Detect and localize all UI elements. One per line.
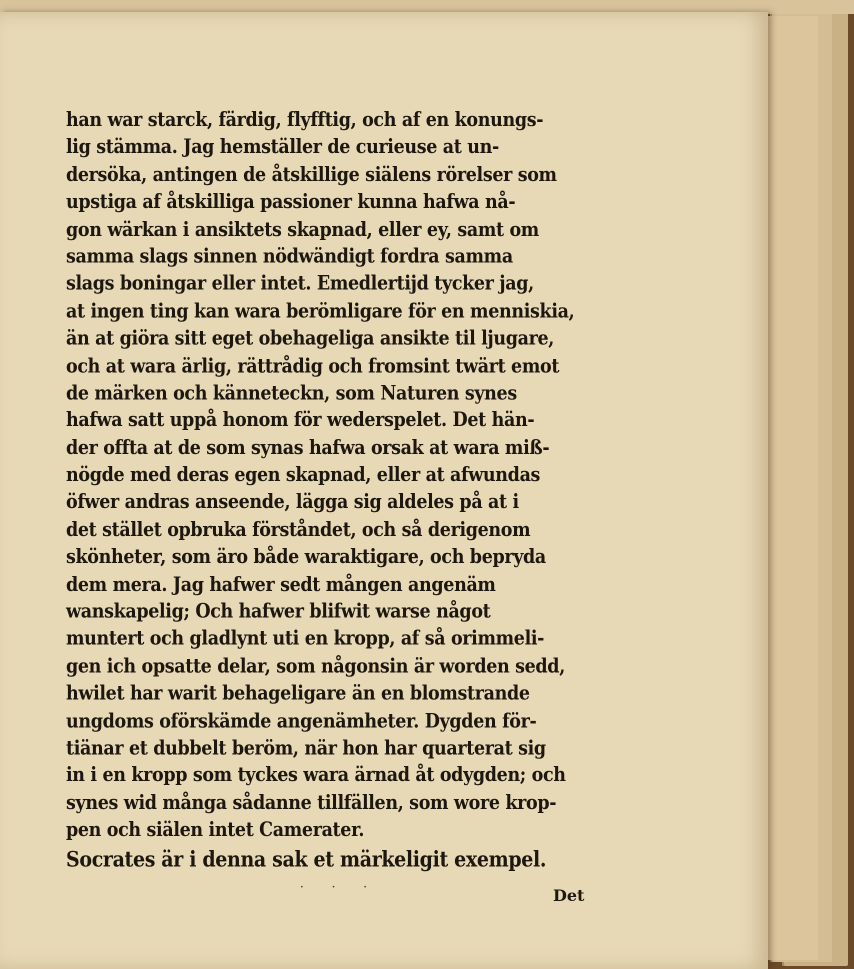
text-line: nögde med deras egen skapnad, eller at afwundas [66,464,541,487]
text-line: lig stämma. Jag hemställer de curieuse at un- [66,136,499,159]
text-line: de märken och känneteckn, som Naturen synes [66,382,517,405]
text-line: synes wid många sådanne tillfällen, som wore krop- [66,792,557,815]
page-edge-front [760,16,818,960]
text-line: dem mera. Jag hafwer sedt mången angenäm [66,573,496,597]
text-line: upstiga af åtskilliga passioner kunna hafwa nå- [66,191,516,214]
text-line: ungdoms oförskämde angenämheter. Dygden för- [66,710,537,733]
text-line: skönheter, som äro både waraktigare, och bepryda [66,546,546,569]
text-line: gen ich opsatte delar, som någonsin är worden sedd, [66,655,565,678]
text-line: hafwa satt uppå honom för wederspelet. Det hän- [66,409,535,433]
text-line: och at wara ärlig, rättrådig och fromsint twärt emot [66,355,560,378]
text-line: öfwer andras anseende, lägga sig aldeles på at i [66,491,519,515]
catchword: Det [553,886,585,905]
text-line: hwilet har warit behageligare än en blomstrande [66,682,530,706]
text-line: at ingen ting kan wara berömligare för en menniskia, [66,300,575,323]
text-line: in i en kropp som tyckes wara ärnad åt odygden; och [66,764,566,788]
text-line: muntert och gladlynt uti en kropp, af så orimmeli- [66,628,545,651]
text-line: dersöka, antingen de åtskillige siälens rörelser som [66,163,557,187]
text-line: wanskapelig; Och hafwer blifwit warse något [66,600,491,624]
page-text [66,107,606,873]
text-line: än at giöra sitt eget obehageliga ansikte til ljugare, [66,327,555,351]
text-line: slags boningar eller intet. Emedlertijd tycker jag, [66,273,534,296]
ink-specks: · · · [300,880,380,894]
text-line: samma slags sinnen nödwändigt fordra samma [66,245,513,269]
book-page [0,12,768,969]
text-line: gon wärkan i ansiktets skapnad, eller ey, samt om [66,218,539,241]
text-line: pen och siälen intet Camerater. [66,819,365,842]
text-line: tiänar et dubbelt beröm, när hon har quarterat sig [66,737,546,760]
text-line: han war starck, färdig, flyfftig, och af en konungs- [66,109,544,132]
text-line-last: Socrates är i denna sak et märkeligit exempel. [66,846,547,872]
text-line: det stället opbruka förståndet, och så derigenom [66,519,531,542]
text-line: der offta at de som synas hafwa orsak at wara miß- [66,437,550,460]
